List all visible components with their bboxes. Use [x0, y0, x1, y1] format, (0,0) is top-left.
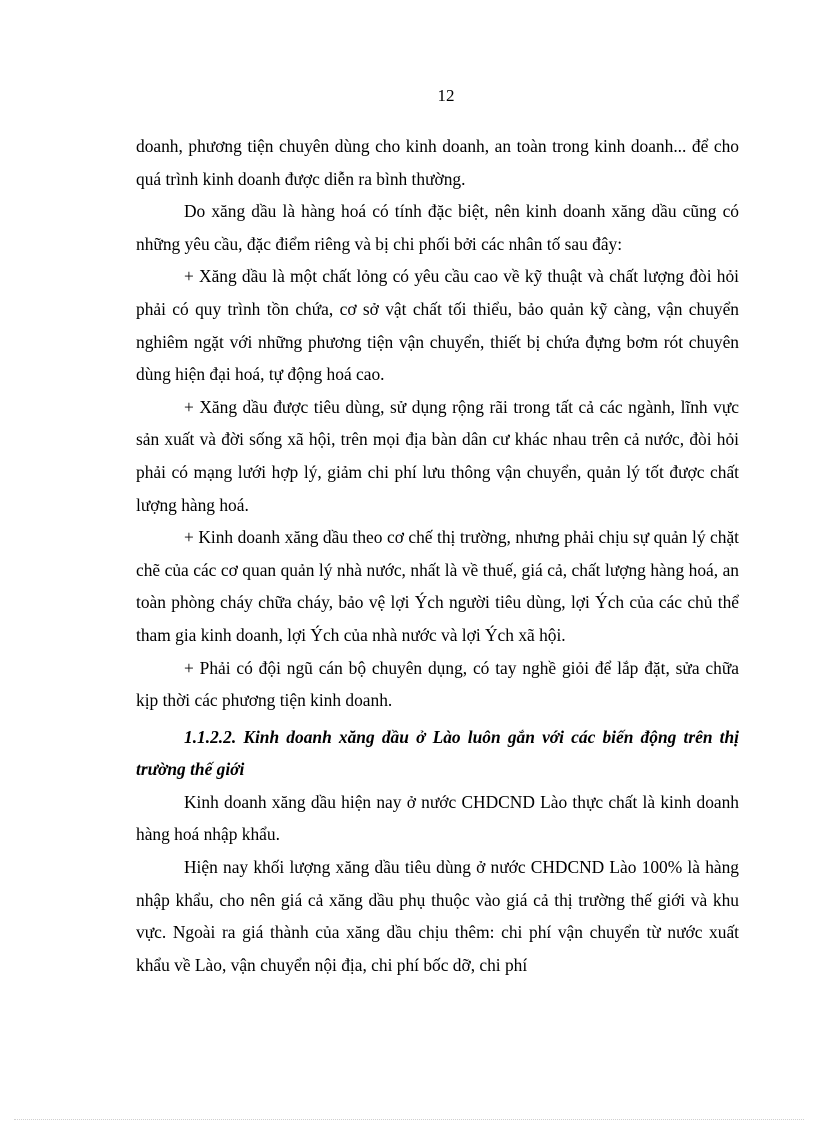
- page-bottom-rule: [14, 1119, 804, 1120]
- paragraph-continuation: doanh, phương tiện chuyên dùng cho kinh doanh, an toàn trong kinh doanh... để cho quá trình kinh doanh được diễn ra bình thường.: [136, 136, 739, 189]
- section-heading: 1.1.2.2. Kinh doanh xăng dầu ở Lào luôn gắn với các biến động trên thị trường thế giới: [136, 726, 739, 780]
- paragraph-bullet: + Xăng dầu được tiêu dùng, sử dụng rộng rãi trong tất cả các ngành, lĩnh vực sản xuất và đời sống xã hội, trên mọi địa bàn dân cư khác nhau trên cả nước, đòi hỏi phải có mạng lưới hợp lý, giảm chi phí lưu thông vận chuyển, quản lý tốt được chất lượng hàng hoá.: [136, 396, 739, 515]
- paragraph: Hiện nay khối lượng xăng dầu tiêu dùng ở nước CHDCND Lào 100% là hàng nhập khẩu, cho nên giá cả xăng dầu phụ thuộc vào giá cả thị trường thế giới và khu vực. Ngoài ra giá thành của xăng dầu chịu thêm: chi phí vận chuyển từ nước xuất khẩu về Lào, vận chuyển nội địa, chi phí bốc dỡ, chi phí: [136, 857, 739, 975]
- paragraph-bullet: + Phải có đội ngũ cán bộ chuyên dụng, có tay nghề giỏi để lắp đặt, sửa chữa kịp thời các phương tiện kinh doanh.: [136, 657, 739, 711]
- paragraph-bullet: + Kinh doanh xăng dầu theo cơ chế thị trường, nhưng phải chịu sự quản lý chặt chẽ của các cơ quan quản lý nhà nước, nhất là về thuế, giá cả, chất lượng hàng hoá, an toàn phòng cháy chữa cháy, bảo vệ lợi Ých người tiêu dùng, lợi Ých của các chủ thể tham gia kinh doanh, lợi Ých của nhà nước và lợi Ých xã hội.: [136, 527, 739, 645]
- paragraph: Do xăng dầu là hàng hoá có tính đặc biệt, nên kinh doanh xăng dầu cũng có những yêu cầu, đặc điểm riêng và bị chi phối bởi các nhân tố sau đây:: [136, 201, 739, 254]
- page-number: 12: [437, 86, 455, 105]
- document-body: [136, 130, 739, 981]
- paragraph-bullet: + Xăng dầu là một chất lỏng có yêu cầu cao về kỹ thuật và chất lượng đòi hỏi phải có quy trình tồn chứa, cơ sở vật chất tối thiểu, bảo quản kỹ càng, vận chuyển nghiêm ngặt với những phương tiện vận chuyển, thiết bị chứa đựng bơm rót chuyên dùng hiện đại hoá, tự động hoá cao.: [136, 266, 739, 385]
- paragraph: Kinh doanh xăng dầu hiện nay ở nước CHDCND Lào thực chất là kinh doanh hàng hoá nhập khẩu.: [136, 791, 739, 845]
